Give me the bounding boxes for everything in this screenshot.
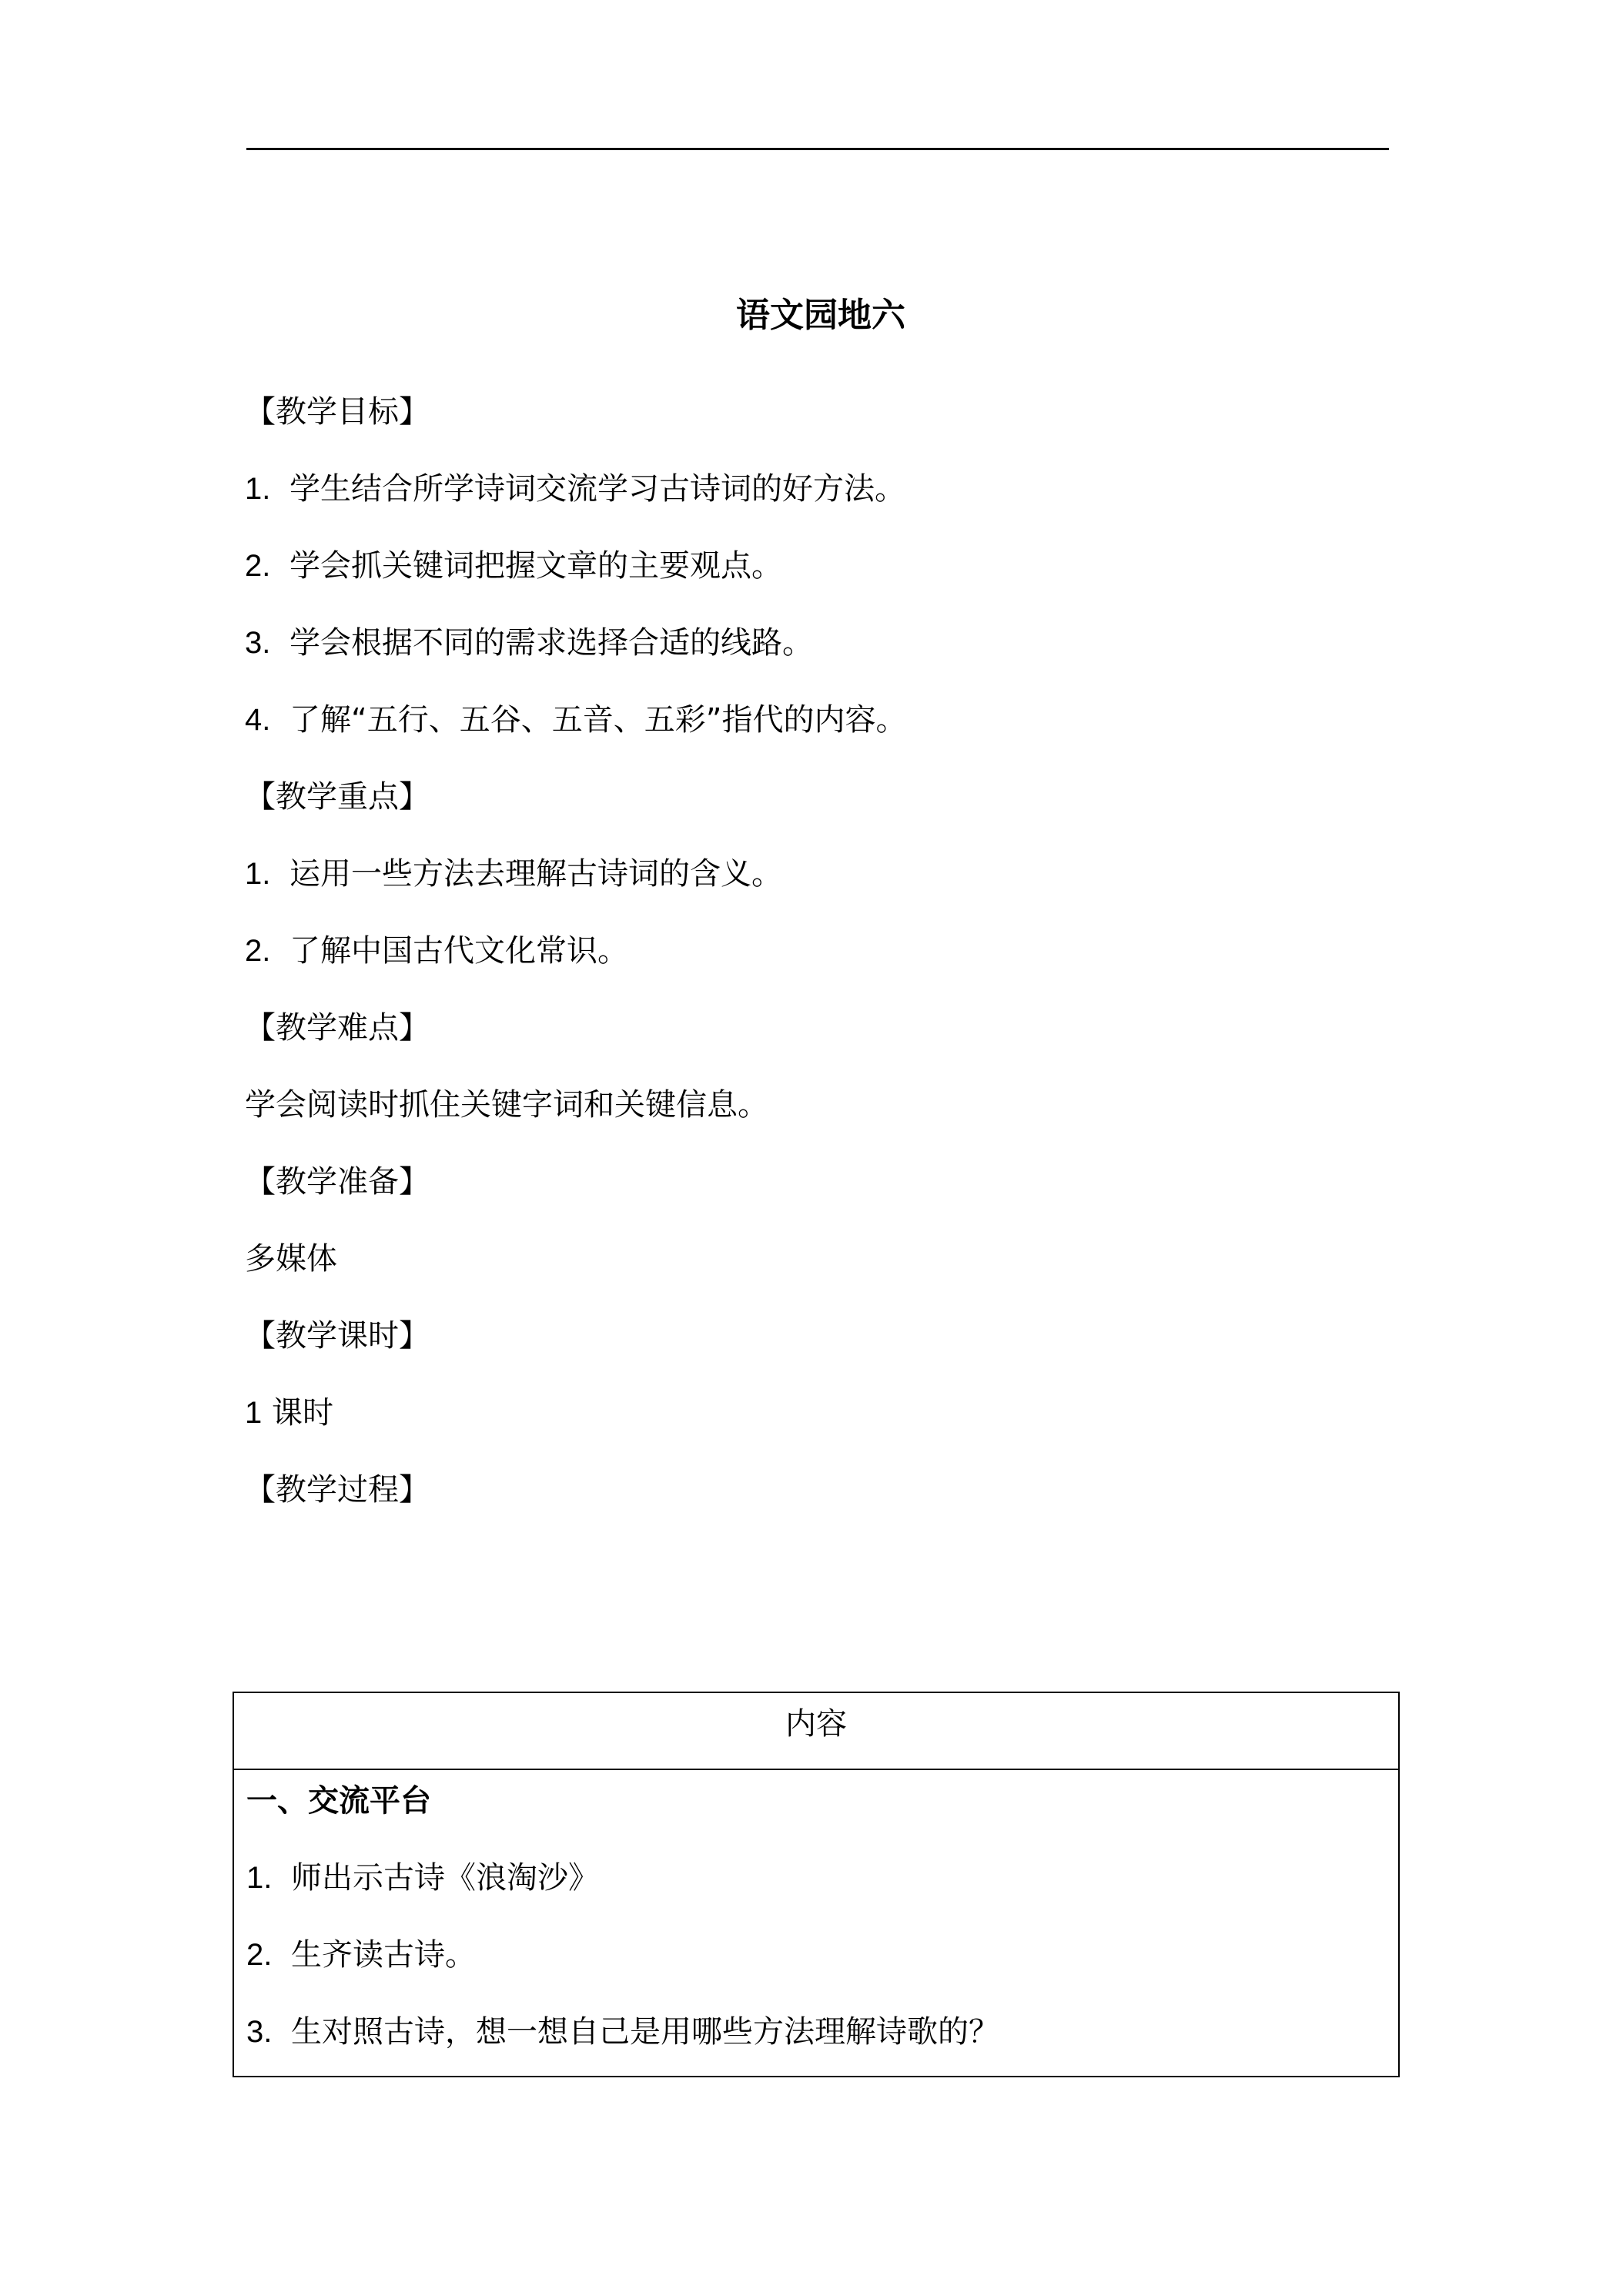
objective-text: 学生结合所学诗词交流学习古诗词的好方法。 — [289, 471, 905, 507]
key-point-text: 了解中国古代文化常识。 — [289, 933, 628, 969]
key-point-text: 运用一些方法去理解古诗词的含义。 — [289, 856, 782, 892]
table-item-number: 2. — [246, 1938, 273, 1972]
table-item-number: 1. — [246, 1861, 273, 1895]
process-heading: 【教学过程】 — [245, 1472, 430, 1508]
table-item — [246, 1932, 476, 1978]
page-title: 语文园地六 — [736, 296, 905, 335]
objectives-heading: 【教学目标】 — [245, 394, 430, 430]
key-point-item — [245, 851, 782, 897]
objective-item — [245, 697, 906, 743]
objective-text: 学会抓关键词把握文章的主要观点。 — [289, 548, 782, 584]
key-point-number: 2. — [245, 934, 271, 968]
table-header-cell: 内容 — [785, 1706, 847, 1742]
duration-text: 课时 — [271, 1395, 333, 1431]
preparation-text: 多媒体 — [245, 1241, 337, 1277]
objective-text: 学会根据不同的需求选择合适的线路。 — [289, 625, 813, 661]
objective-text: 了解“五行、五谷、五音、五彩”指代的内容。 — [289, 702, 907, 738]
duration-number: 1 — [245, 1396, 263, 1430]
table-item-number: 3. — [246, 2015, 273, 2049]
difficulties-heading: 【教学难点】 — [245, 1010, 430, 1046]
table-item-text: 生齐读古诗。 — [291, 1937, 476, 1973]
key-point-item — [245, 928, 628, 974]
objective-number: 4. — [245, 703, 271, 737]
table-header-row — [234, 1693, 1398, 1770]
content-table — [233, 1692, 1400, 2077]
table-item — [246, 1855, 599, 1901]
objective-number: 3. — [245, 626, 271, 660]
table-item-text: 生对照古诗，想一想自己是用哪些方法理解诗歌的？ — [291, 2014, 999, 2050]
objective-number: 1. — [245, 472, 271, 506]
key-point-number: 1. — [245, 857, 271, 891]
table-section-title: 一、交流平台 — [246, 1783, 431, 1819]
objective-item — [245, 466, 905, 512]
table-item-text: 师出示古诗《浪淘沙》 — [291, 1860, 599, 1896]
objective-number: 2. — [245, 549, 271, 583]
preparation-heading: 【教学准备】 — [245, 1164, 430, 1200]
objective-item — [245, 620, 813, 666]
duration-line — [245, 1390, 333, 1436]
objective-item — [245, 543, 782, 589]
key-points-heading: 【教学重点】 — [245, 779, 430, 815]
table-item — [246, 2009, 999, 2055]
difficulties-text: 学会阅读时抓住关键字词和关键信息。 — [245, 1087, 768, 1123]
header-rule — [246, 148, 1389, 150]
duration-heading: 【教学课时】 — [245, 1318, 430, 1354]
